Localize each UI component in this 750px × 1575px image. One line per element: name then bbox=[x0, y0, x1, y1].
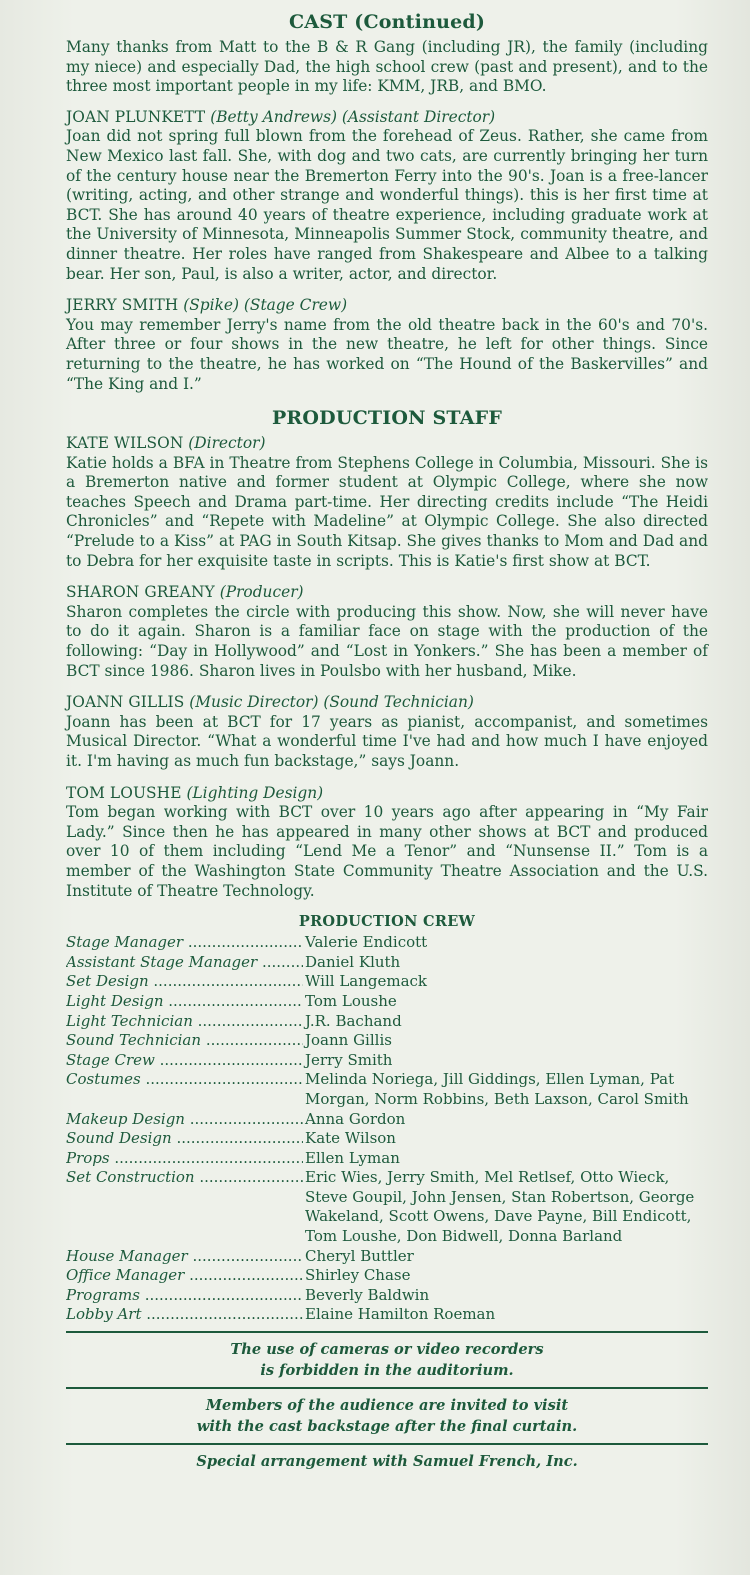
cast-heading: CAST (Continued) bbox=[288, 11, 486, 33]
crew-row bbox=[66, 1110, 708, 1130]
bio-name: TOM LOUSHE bbox=[66, 783, 182, 802]
crew-role: Assistant Stage Manager ..... bbox=[66, 953, 303, 973]
bio-header bbox=[66, 583, 708, 603]
crew-row bbox=[66, 1168, 708, 1246]
bio-text: Joan did not spring full blown from the forehead of Zeus. Rather, she came from New Mexico last fall. She, with dog and two cats, are currently bringing her turn of the century house near the Bremerton Ferry into the 90's. Joan is a free-lancer (writing, acting, and other strange and wonderful things). this is her first time at BCT. She has around 40 years of theatre experience, including graduate work at the University of Minnesota, Minneapolis Summer Stock, community theatre, and dinner theatre. Her roles have ranged from Shakespeare and Albee to a talking bear. Her son, Paul, is also a writer, actor, and director. bbox=[66, 127, 708, 283]
crew-row bbox=[66, 1012, 708, 1032]
bio-header bbox=[66, 434, 708, 454]
divider bbox=[66, 1443, 708, 1445]
crew-role: Light Technician ..... bbox=[66, 1012, 303, 1032]
bio-sharon-greany bbox=[66, 583, 708, 681]
crew-name: Jerry Smith bbox=[305, 1050, 393, 1069]
bio-text: Sharon completes the circle with producing this show. Now, she will never have to do it again. Sharon is a familiar face on stage with the production of the following: “Day in Hollywood” and “Lost in Yonkers.” She has been a member of BCT since 1986. Sharon lives in Poulsbo with her husband, Mike. bbox=[66, 602, 708, 680]
crew-name: Valerie Endicott bbox=[305, 933, 428, 952]
crew-row bbox=[66, 1149, 708, 1169]
crew-name: J.R. Bachand bbox=[305, 1011, 402, 1030]
crew-role: Stage Crew ..... bbox=[66, 1051, 303, 1071]
crew-role: Costumes ..... bbox=[66, 1070, 303, 1109]
bio-name: KATE WILSON bbox=[66, 434, 184, 453]
crew-row bbox=[66, 972, 708, 992]
crew-row bbox=[66, 1129, 708, 1149]
crew-row bbox=[66, 1286, 708, 1306]
crew-row bbox=[66, 1031, 708, 1051]
crew-row bbox=[66, 992, 708, 1012]
crew-name: Will Langemack bbox=[305, 972, 428, 991]
crew-name: Anna Gordon bbox=[305, 1109, 406, 1128]
bio-joann-gillis bbox=[66, 693, 708, 771]
bio-jerry-smith bbox=[66, 296, 708, 394]
crew-role: Lobby Art ..... bbox=[66, 1305, 303, 1325]
crew-row bbox=[66, 1266, 708, 1286]
bio-text: Tom began working with BCT over 10 years ago after appearing in “My Fair Lady.” Since then he has appeared in many other shows at BCT and produced over 10 of them including “Lend Me a Tenor” and “Nunsense II.” Tom is a member of the Washington State Community Theatre Association and the U.S. Institute of Theatre Technology. bbox=[66, 803, 708, 900]
crew-name: Elaine Hamilton Roeman bbox=[305, 1305, 496, 1324]
bio-role: (Producer) bbox=[219, 583, 304, 602]
bio-text: You may remember Jerry's name from the old theatre back in the 60's and 70's. After three or four shows in the new theatre, he left for other things. Since returning to the theatre, he has worked on “The Hound of the Baskervilles” and “The King and I.” bbox=[66, 315, 708, 393]
bio-name: JOAN PLUNKETT bbox=[66, 107, 206, 126]
staff-heading: PRODUCTION STAFF bbox=[271, 407, 503, 430]
crew-role: Set Design ..... bbox=[66, 972, 303, 992]
crew-list bbox=[66, 933, 708, 1325]
bio-role: (Betty Andrews) (Assistant Director) bbox=[210, 107, 496, 126]
crew-name: Shirley Chase bbox=[305, 1266, 411, 1285]
crew-role: Makeup Design ..... bbox=[66, 1110, 303, 1130]
crew-name: Cheryl Buttler bbox=[305, 1246, 414, 1265]
crew-row bbox=[66, 933, 708, 953]
bio-header bbox=[66, 784, 708, 804]
bio-name: SHARON GREANY bbox=[66, 583, 215, 602]
crew-role: Sound Design ..... bbox=[66, 1129, 303, 1149]
crew-role: Set Construction ..... bbox=[66, 1168, 303, 1246]
bio-kate-wilson bbox=[66, 434, 708, 571]
thanks-paragraph: Many thanks from Matt to the B & R Gang (including JR), the family (including my niece) and especially Dad, the high school crew (past and present), and to the three most important people in my life: KMM, JRB, and BMO. bbox=[66, 38, 708, 96]
crew-name: Melinda Noriega, Jill Giddings, Ellen Lyman, Pat Morgan, Norm Robbins, Beth Laxson, Carol Smith bbox=[305, 1070, 689, 1108]
bio-header bbox=[66, 693, 708, 713]
camera-notice bbox=[66, 1339, 708, 1381]
bio-role: (Director) bbox=[188, 434, 266, 453]
divider bbox=[66, 1331, 708, 1333]
crew-row bbox=[66, 1247, 708, 1267]
crew-role: Light Design ..... bbox=[66, 992, 303, 1012]
notice-line: Members of the audience are invited to visit bbox=[205, 1397, 569, 1415]
bio-role: (Music Director) (Sound Technician) bbox=[189, 693, 474, 712]
crew-row bbox=[66, 1051, 708, 1071]
crew-heading: PRODUCTION CREW bbox=[298, 913, 476, 931]
notice-line: The use of cameras or video recorders bbox=[230, 1341, 544, 1359]
crew-role: Office Manager ..... bbox=[66, 1266, 303, 1286]
crew-row bbox=[66, 953, 708, 973]
bio-header bbox=[66, 296, 708, 316]
crew-role: House Manager ..... bbox=[66, 1247, 303, 1267]
divider bbox=[66, 1387, 708, 1389]
bio-role: (Spike) (Stage Crew) bbox=[183, 296, 348, 315]
crew-name: Beverly Baldwin bbox=[305, 1285, 430, 1304]
bio-text: Joann has been at BCT for 17 years as pianist, accompanist, and sometimes Musical Director. “What a wonderful time I've had and how much I have enjoyed it. I'm having as much fun backstage,” says Joann. bbox=[66, 712, 708, 770]
bio-joan-plunkett bbox=[66, 108, 708, 284]
crew-role: Props ..... bbox=[66, 1149, 303, 1169]
crew-row bbox=[66, 1070, 708, 1109]
crew-name: Daniel Kluth bbox=[305, 952, 401, 971]
crew-name: Eric Wies, Jerry Smith, Mel Retlsef, Otto Wieck, Steve Goupil, John Jensen, Stan Robertson, George Wakeland, Scott Owens, Dave Payne, Bill Endicott, Tom Loushe, Don Bidwell, Donna Barland bbox=[305, 1168, 695, 1246]
bio-tom-loushe bbox=[66, 784, 708, 902]
crew-role: Sound Technician ..... bbox=[66, 1031, 303, 1051]
crew-name: Tom Loushe bbox=[305, 991, 397, 1010]
crew-name: Kate Wilson bbox=[305, 1129, 396, 1148]
bio-name: JERRY SMITH bbox=[66, 296, 179, 315]
notice-line: Special arrangement with Samuel French, Inc. bbox=[196, 1453, 578, 1471]
crew-name: Ellen Lyman bbox=[305, 1148, 400, 1167]
backstage-notice bbox=[66, 1395, 708, 1437]
crew-name: Joann Gillis bbox=[305, 1031, 392, 1050]
crew-role: Programs ..... bbox=[66, 1286, 303, 1306]
bio-header bbox=[66, 108, 708, 128]
notice-line: with the cast backstage after the final curtain. bbox=[196, 1418, 578, 1436]
bio-name: JOANN GILLIS bbox=[66, 693, 185, 712]
notice-line: is forbidden in the auditorium. bbox=[260, 1362, 514, 1380]
bio-role: (Lighting Design) bbox=[186, 783, 324, 802]
bio-text: Katie holds a BFA in Theatre from Stephens College in Columbia, Missouri. She is a Bremerton native and former student at Olympic College, where she now teaches Speech and Drama part-time. Her directing credits include “The Heidi Chronicles” and “Repete with Madeline” at Olympic College. She also directed “Prelude to a Kiss” at PAG in South Kitsap. She gives thanks to Mom and Dad and to Debra for her exquisite taste in scripts. This is Katie's first show at BCT. bbox=[66, 453, 708, 570]
crew-role: Stage Manager ..... bbox=[66, 933, 303, 953]
arrangement-notice bbox=[66, 1451, 708, 1472]
crew-row bbox=[66, 1305, 708, 1325]
